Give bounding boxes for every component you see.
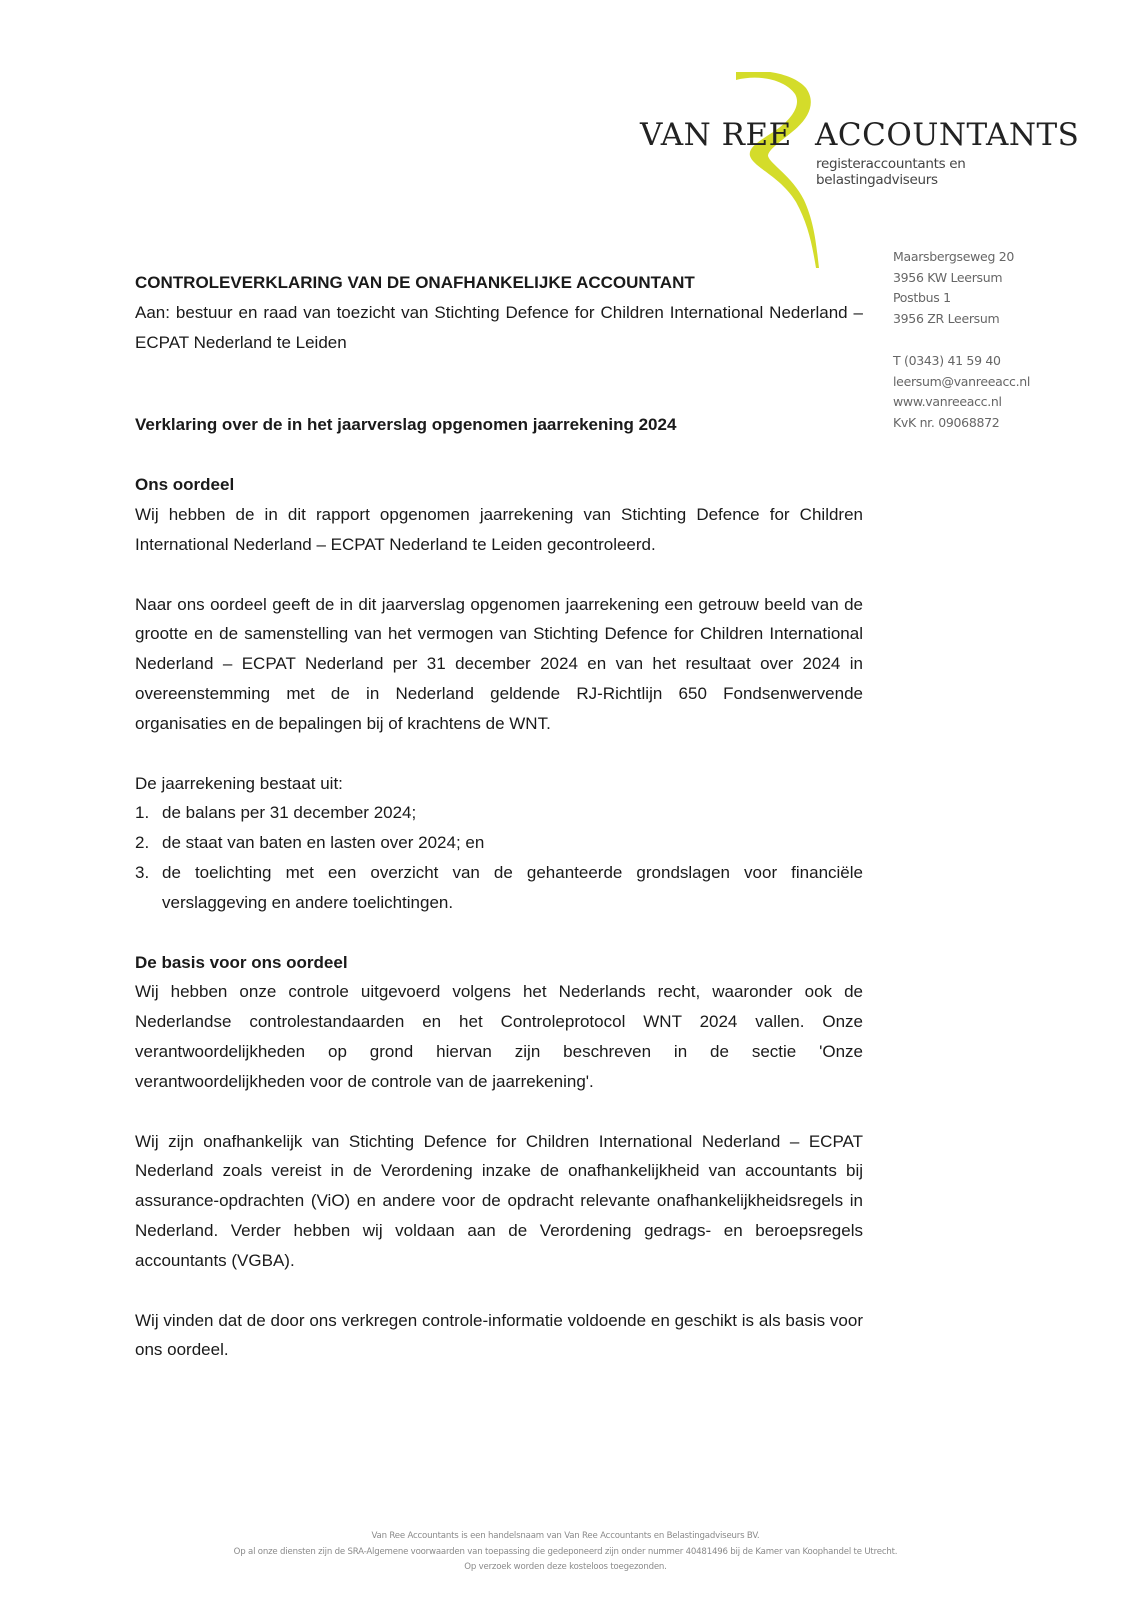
list-item: 2. de staat van baten en lasten over 2024; en bbox=[135, 833, 485, 853]
page-footer bbox=[0, 1529, 1131, 1576]
opinion-paragraph-2: Naar ons oordeel geeft de in dit jaarverslag opgenomen jaarrekening een getrouw beeld van de grootte en de samenstelling van het vermogen van Stichting Defence for Children International Nederland – ECPAT Nederland per 31 december 2024 en van het resultaat over 2024 in overeenstemming met de in Nederland geldende RJ-Richtlijn 650 Fondsenwervende organisaties en de bepalingen bij of krachtens de WNT. bbox=[135, 594, 863, 733]
company-address-block bbox=[893, 247, 1030, 434]
footer-line-1: Van Ree Accountants is een handelsnaam van Van Ree Accountants en Belastingadviseurs BV. bbox=[371, 1531, 760, 1541]
address-po-postal-city: 3956 ZR Leersum bbox=[893, 311, 1000, 327]
address-kvk: KvK nr. 09068872 bbox=[893, 414, 1000, 430]
section-title: Verklaring over de in het jaarverslag opgenomen jaarrekening 2024 bbox=[135, 415, 677, 435]
basis-paragraph-1: Wij hebben onze controle uitgevoerd volgens het Nederlands recht, waaronder ook de Nederlandse controlestandaarden en het Controleprotocol WNT 2024 vallen. Onze verantwoordelijkheden op grond hiervan zijn beschreven in de sectie 'Onze verantwoordelijkheden voor de controle van de jaarrekening'. bbox=[135, 982, 863, 1091]
footer-line-3: Op verzoek worden deze kosteloos toegezonden. bbox=[464, 1562, 667, 1572]
footer-line-2: Op al onze diensten zijn de SRA-Algemene voorwaarden van toepassing die gedeponeerd zijn onder nummer 40481496 bij de Kamer van Koophandel te Utrecht. bbox=[233, 1546, 898, 1557]
address-website: www.vanreeacc.nl bbox=[893, 394, 1002, 410]
list-item: 1. de balans per 31 december 2024; bbox=[135, 803, 417, 823]
company-logo bbox=[620, 72, 1080, 272]
brand-tagline: registeraccountants en belastingadviseurs bbox=[816, 156, 966, 188]
opinion-paragraph-1: Wij hebben de in dit rapport opgenomen jaarrekening van Stichting Defence for Children International Nederland – ECPAT Nederland te Leiden gecontroleerd. bbox=[135, 504, 863, 554]
basis-heading: De basis voor ons oordeel bbox=[135, 952, 348, 972]
brand-name-left: VAN REE bbox=[640, 117, 792, 153]
brand-name-right: ACCOUNTANTS bbox=[815, 117, 1080, 153]
document-body bbox=[135, 268, 863, 1365]
basis-paragraph-2: Wij zijn onafhankelijk van Stichting Defence for Children International Nederland – ECPAT Nederland zoals vereist in de Verordening inzake de onafhankelijkheid van accountants bij assurance-opdrachten (ViO) en andere voor de opdracht relevante onafhankelijkheidsregels in Nederland. Verder hebben wij voldaan aan de Verordening gedrags- en beroepsregels accountants (VGBA). bbox=[135, 1131, 863, 1270]
list-item: 3. de toelichting met een overzicht van de gehanteerde grondslagen voor financiële verslaggeving en andere toelichtingen. bbox=[135, 862, 863, 912]
addressee: Aan: bestuur en raad van toezicht van Stichting Defence for Children International Nederland – ECPAT Nederland te Leiden bbox=[135, 302, 863, 352]
document-title: CONTROLEVERKLARING VAN DE ONAFHANKELIJKE ACCOUNTANT bbox=[135, 273, 695, 292]
address-postal-city: 3956 KW Leersum bbox=[893, 269, 1003, 285]
address-email: leersum@vanreeacc.nl bbox=[893, 373, 1031, 389]
address-po-box: Postbus 1 bbox=[893, 290, 951, 306]
address-street: Maarsbergseweg 20 bbox=[893, 249, 1015, 264]
address-phone: T (0343) 41 59 40 bbox=[893, 352, 1001, 368]
opinion-heading: Ons oordeel bbox=[135, 475, 235, 495]
financial-statement-components-list bbox=[135, 798, 863, 917]
basis-paragraph-3: Wij vinden dat de door ons verkregen controle-informatie voldoende en geschikt is als basis voor ons oordeel. bbox=[135, 1310, 863, 1360]
list-intro: De jaarrekening bestaat uit: bbox=[135, 773, 343, 793]
